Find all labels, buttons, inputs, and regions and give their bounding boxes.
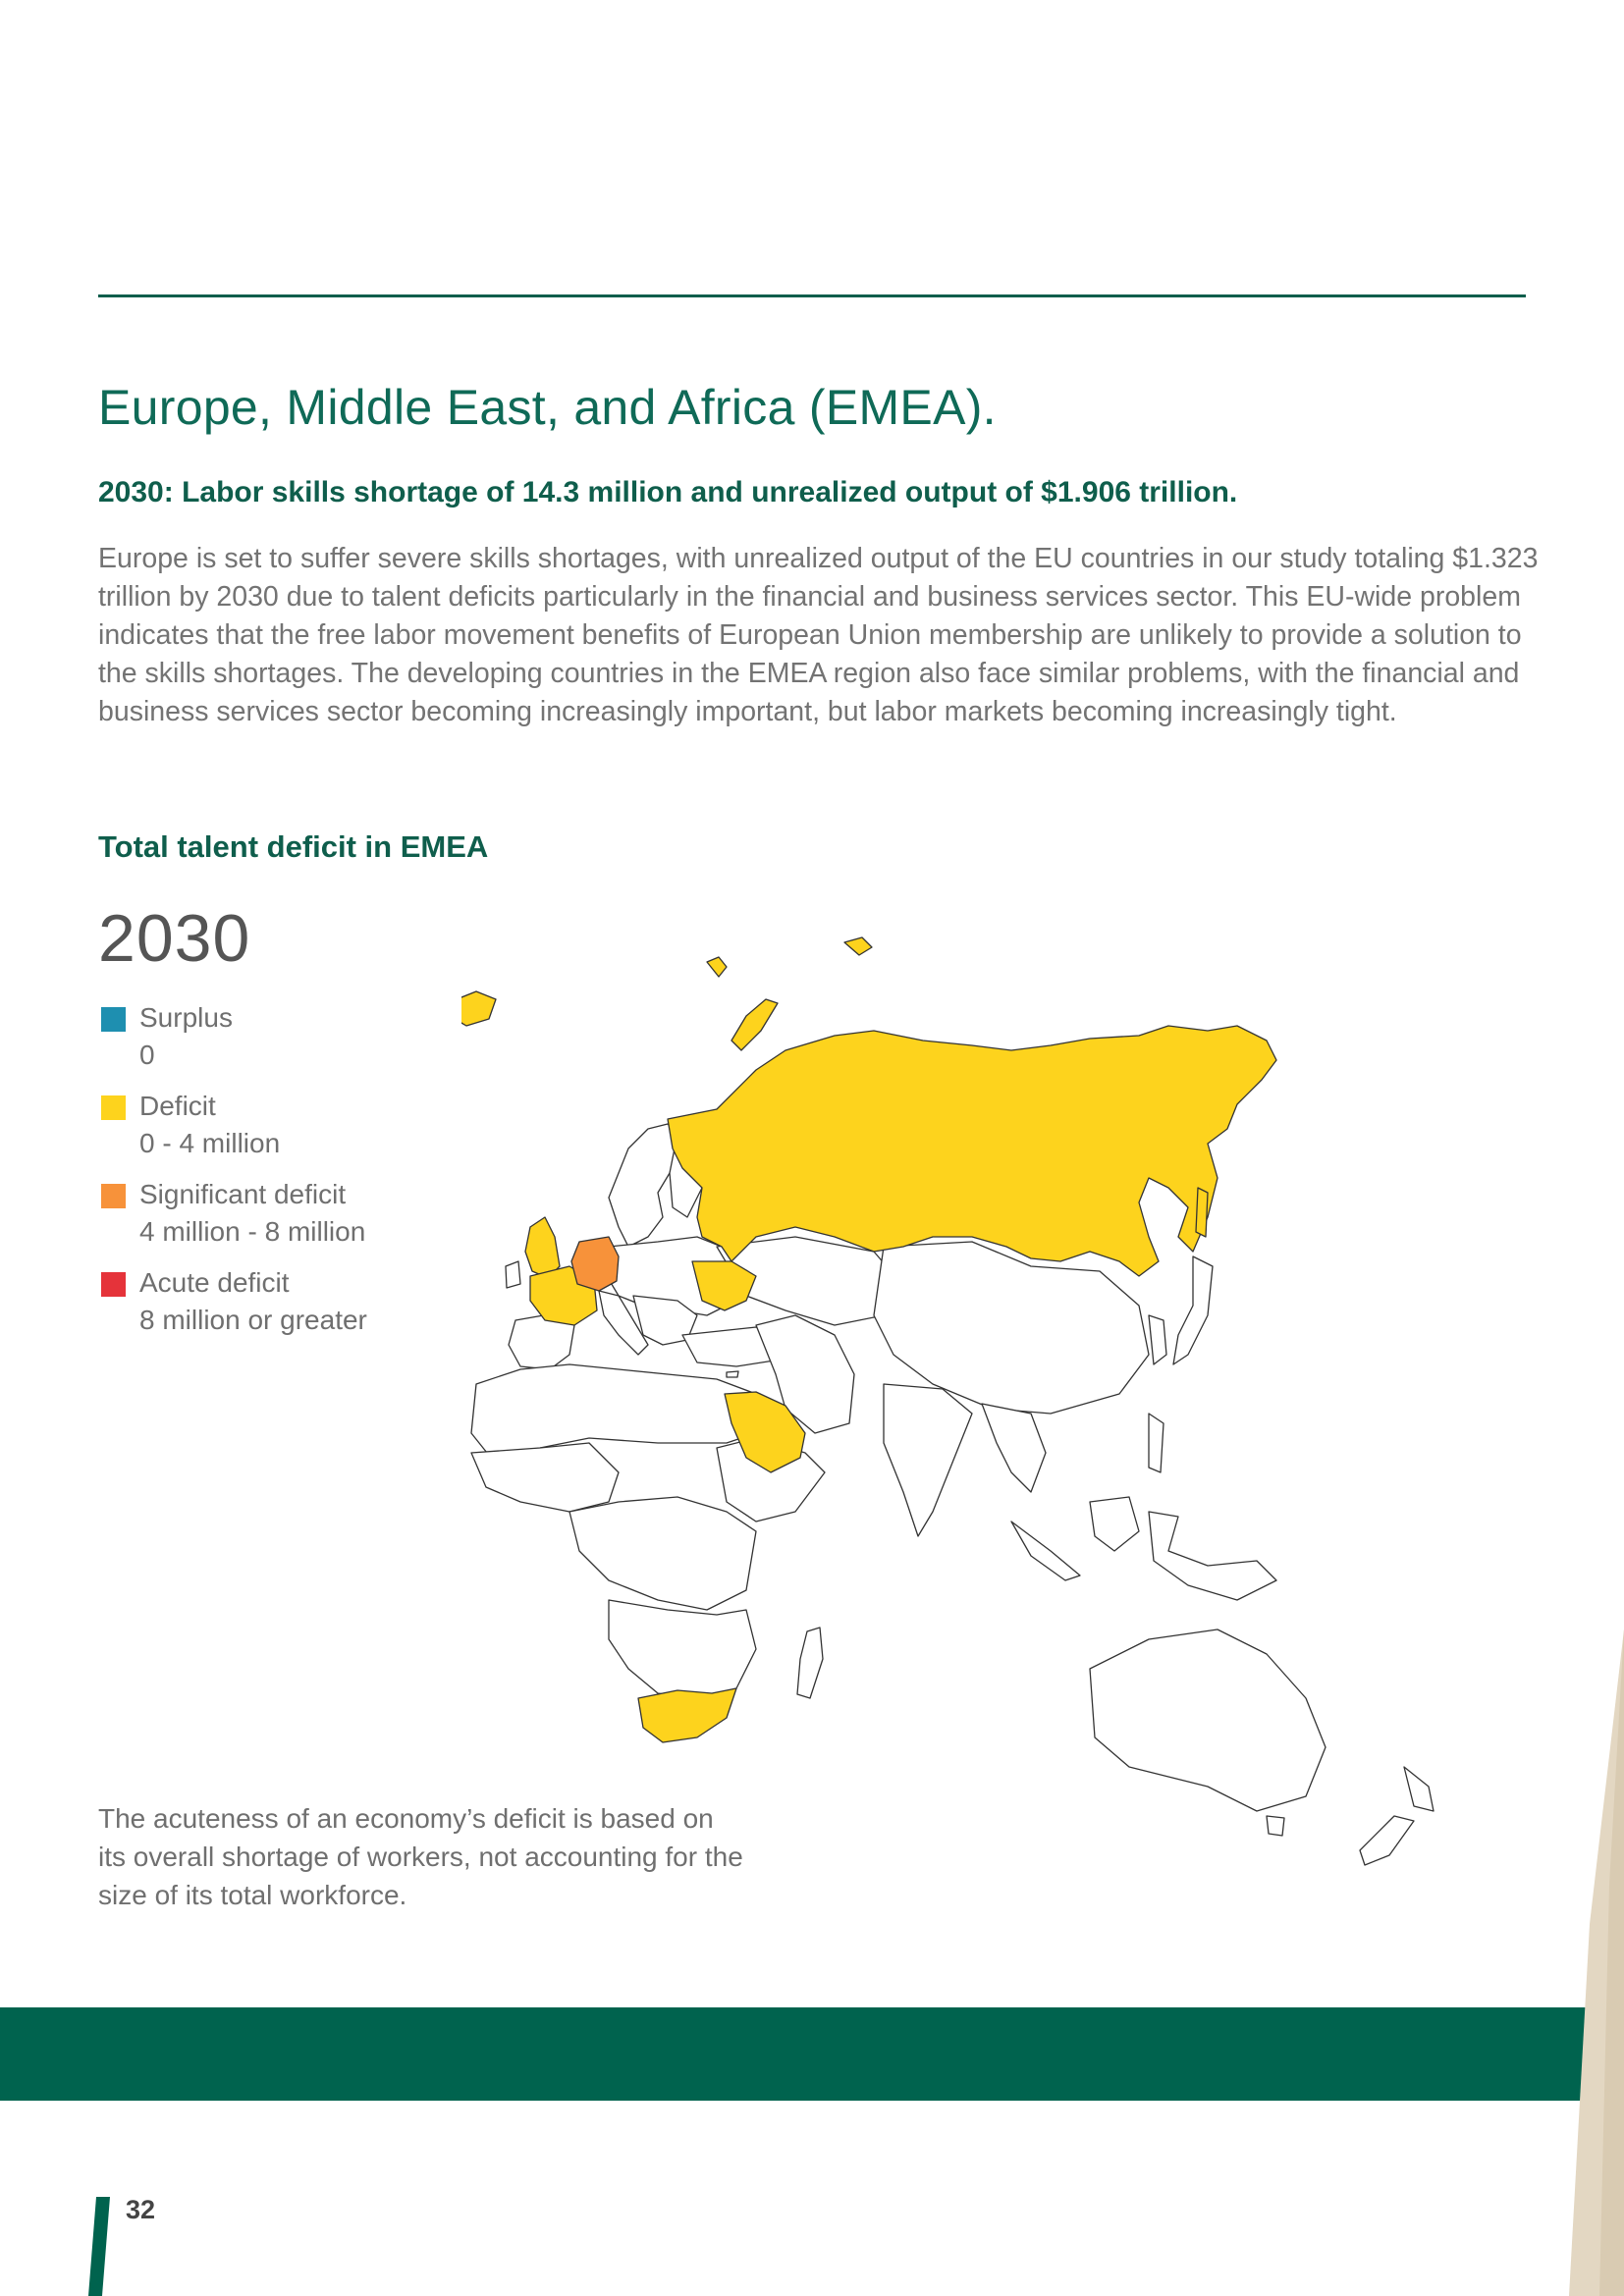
map-note: The acuteness of an economy’s deficit is based on its overall shortage of workers, not accounting for the size of its total workforce. [98, 1803, 743, 1910]
land-west-africa [471, 1443, 619, 1512]
land-north-africa [471, 1364, 756, 1458]
section-body: Europe is set to suffer severe skills shortages, with unrealized output of the EU countries in our study totaling $1.323 trillion by 2030 due to talent deficits particularly in the financial and business services sector. This EU-wide problem indicates that the free labor movement benefits of European Union membership are unlikely to provide a solution to the skills shortages. The developing countries in the EMEA region also face similar problems, with the financial and business services sector becoming increasingly important, but labor markets becoming increasingly tight. [98, 543, 1539, 727]
legend-swatch-deficit [101, 1095, 126, 1120]
land-borneo [1090, 1497, 1139, 1551]
legend-item-significant-deficit [98, 1176, 432, 1264]
land-philippines [1149, 1414, 1164, 1472]
page-marker [88, 2197, 110, 2296]
legend-range: 8 million or greater [139, 1305, 367, 1335]
legend-swatch-significant-deficit [101, 1184, 126, 1208]
section-subhead: 2030: Labor skills shortage of 14.3 million and unrealized output of $1.906 trillion. [98, 476, 1238, 508]
land-india [884, 1384, 972, 1536]
top-rule [98, 294, 1526, 297]
land-new-zealand-south [1360, 1816, 1414, 1865]
land-tasmania [1267, 1816, 1284, 1836]
land-russia-deficit [668, 1026, 1276, 1276]
legend-range: 0 - 4 million [139, 1128, 281, 1158]
land-southern-africa [609, 1600, 756, 1698]
map-title: Total talent deficit in EMEA [98, 829, 489, 864]
land-novaya-zemlya-deficit [731, 999, 778, 1050]
land-south-africa-deficit [638, 1688, 736, 1742]
land-germany-significant-deficit [571, 1237, 619, 1291]
legend-item-surplus [98, 999, 432, 1088]
section-title: Europe, Middle East, and Africa (EMEA). [98, 380, 997, 435]
land-iceland-deficit [461, 991, 496, 1026]
land-sulawesi-papua [1149, 1512, 1276, 1600]
land-svalbard-deficit [707, 957, 727, 977]
land-madagascar [797, 1628, 823, 1698]
land-sakhalin-deficit [1196, 1188, 1208, 1237]
land-sumatra [1011, 1522, 1080, 1580]
land-ireland [506, 1261, 520, 1288]
land-cyprus [727, 1371, 738, 1377]
land-korea [1149, 1315, 1166, 1364]
page-number: 32 [126, 2195, 156, 2224]
legend-item-acute-deficit [98, 1264, 432, 1353]
land-uk-deficit [525, 1217, 560, 1278]
land-franz-josef-deficit [844, 937, 872, 955]
legend-label: Acute deficit [139, 1267, 290, 1298]
legend-range: 4 million - 8 million [139, 1216, 366, 1247]
map-legend [98, 999, 432, 1353]
land-australia [1090, 1629, 1326, 1811]
land-japan [1173, 1256, 1213, 1364]
land-southeast-asia [982, 1404, 1046, 1492]
map-year: 2030 [98, 901, 251, 976]
legend-label: Surplus [139, 1002, 233, 1033]
footer-band [0, 2007, 1624, 2101]
land-central-africa [569, 1497, 756, 1610]
emea-talent-deficit-map [461, 923, 1483, 1885]
legend-label: Deficit [139, 1091, 216, 1121]
legend-swatch-acute-deficit [101, 1272, 126, 1297]
legend-swatch-surplus [101, 1007, 126, 1032]
paper-edge-decoration [1555, 1629, 1624, 2296]
legend-range: 0 [139, 1040, 155, 1070]
legend-item-deficit [98, 1088, 432, 1176]
land-new-zealand-north [1404, 1767, 1434, 1811]
legend-label: Significant deficit [139, 1179, 347, 1209]
